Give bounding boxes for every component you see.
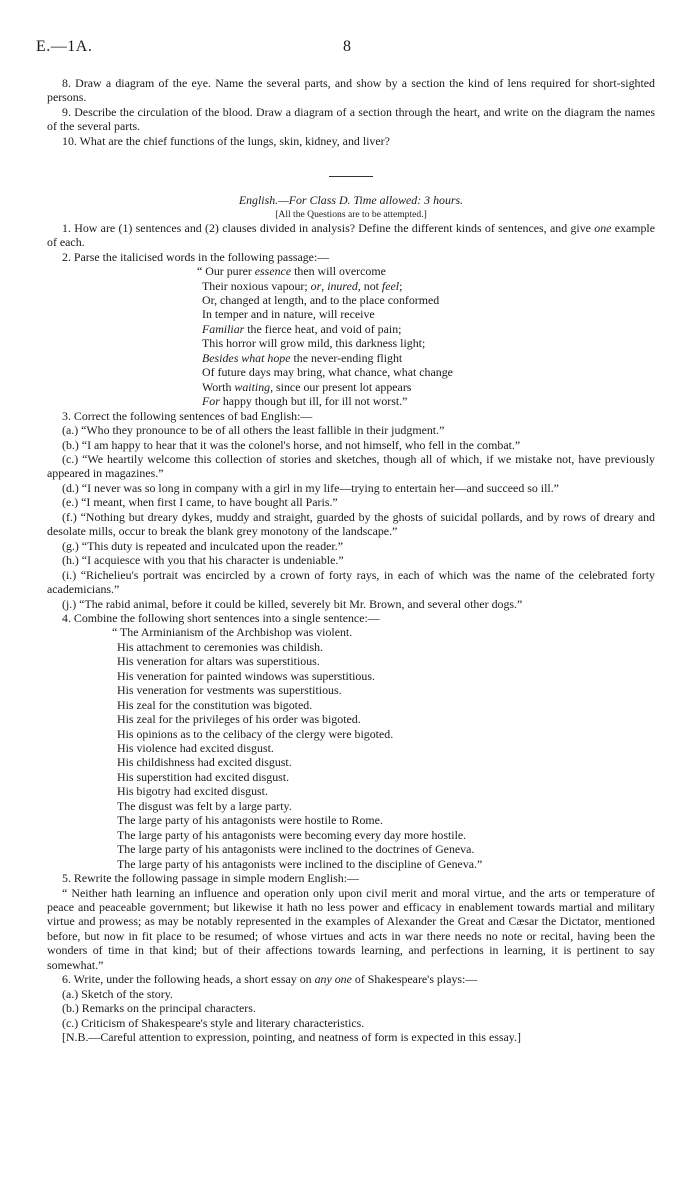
q5-passage: “ Neither hath learning an influence and operation only upon civil merit and moral virtue, and the arts or temperature of peace and peaceable government; but likewise it hath no less power and efficacy in enablement towards martial and military virtue and prowess; as may be notably represented in the examples of Alexander the Great and Cæsar the Dictator, mentioned before, but now in fit place to be resumed; of whose virtues and acts in war there needs no note or recital, having been the wonders of time in that kind; but of their affections towards learning, and perfections in learning, it is pertinent to say somewhat.” xyxy=(47,885,655,972)
sentence-line: His opinions as to the celibacy of the clergy were bigoted. xyxy=(117,726,394,741)
document-body xyxy=(47,76,655,1045)
verse-line: Familiar the fierce heat, and void of pain; xyxy=(202,321,402,336)
sentence-line: The disgust was felt by a large party. xyxy=(117,798,292,813)
sentence-line: His attachment to ceremonies was childish. xyxy=(117,639,324,654)
sentence-line: The large party of his antagonists were inclined to the discipline of Geneva.” xyxy=(117,856,483,871)
q3-item-f: (f.) “Nothing but dreary dykes, muddy and straight, guarded by the ghosts of suicidal pollards, and by rows of dreary and desolate mills, occur to break the blank grey monotony of the landscape.” xyxy=(47,509,655,539)
verse-line: “ Our purer essence then will overcome xyxy=(197,264,386,279)
page-number: 8 xyxy=(343,38,352,55)
question-1-text: 1. How are (1) sentences and (2) clauses divided in analysis? Define the different kinds of sentences, and give xyxy=(62,220,595,235)
q6-item-b: (b.) Remarks on the principal characters. xyxy=(62,1001,256,1016)
sentence-line: His veneration for altars was superstitious. xyxy=(117,654,320,669)
document-code: E.—1A. xyxy=(36,38,93,55)
sentence-line: His bigotry had excited disgust. xyxy=(117,784,268,799)
sentence-line: His childishness had excited disgust. xyxy=(117,755,292,770)
sentence-line: The large party of his antagonists were inclined to the doctrines of Geneva. xyxy=(117,842,475,857)
section-note: [All the Questions are to be attempted.] xyxy=(275,208,427,220)
question-4: 4. Combine the following short sentences into a single sentence:— xyxy=(62,610,380,625)
sentence-line: His zeal for the privileges of his order was bigoted. xyxy=(117,712,361,727)
question-6-emphasis: any one xyxy=(314,972,352,987)
question-6-text-end: of Shakespeare's plays:— xyxy=(351,972,478,987)
sentence-line: “ The Arminianism of the Archbishop was violent. xyxy=(112,625,353,640)
q3-item-j: (j.) “The rabid animal, before it could be killed, severely bit Mr. Brown, and several other dogs.” xyxy=(62,596,523,611)
verse-line: Besides what hope the never-ending flight xyxy=(202,350,403,365)
verse-line: Of future days may bring, what chance, what change xyxy=(202,365,453,380)
sentence-line: The large party of his antagonists were becoming every day more hostile. xyxy=(117,827,467,842)
sentence-line: His veneration for vestments was superstitious. xyxy=(117,683,342,698)
verse-line: Worth waiting, since our present lot appears xyxy=(202,379,412,394)
verse-line: This horror will grow mild, this darkness light; xyxy=(202,336,426,351)
question-8: 8. Draw a diagram of the eye. Name the several parts, and show by a section the kind of lens required for short-sighted persons. xyxy=(47,76,655,105)
q3-item-e: (e.) “I meant, when first I came, to have bought all Paris.” xyxy=(62,495,338,510)
question-1 xyxy=(47,221,655,250)
verse-passage xyxy=(47,264,655,409)
section-divider xyxy=(329,176,373,177)
q3-item-d: (d.) “I never was so long in company with a girl in my life—trying to entertain her—and succeed so ill.” xyxy=(62,480,559,495)
sentence-line: The large party of his antagonists were hostile to Rome. xyxy=(117,813,383,828)
verse-line: For happy though but ill, for ill not worst.” xyxy=(202,394,408,409)
q6-item-a: (a.) Sketch of the story. xyxy=(62,986,173,1001)
sentence-line: His veneration for painted windows was superstitious. xyxy=(117,668,375,683)
sentence-list xyxy=(47,625,655,871)
nb-note: [N.B.—Careful attention to expression, pointing, and neatness of form is expected in this essay.] xyxy=(62,1030,521,1045)
q3-item-h: (h.) “I acquiesce with you that his character is undeniable.” xyxy=(62,553,344,568)
question-10: 10. What are the chief functions of the lungs, skin, kidney, and liver? xyxy=(62,133,390,148)
question-3: 3. Correct the following sentences of bad English:— xyxy=(62,408,313,423)
question-2: 2. Parse the italicised words in the following passage:— xyxy=(62,249,330,264)
question-6 xyxy=(47,972,655,986)
question-5: 5. Rewrite the following passage in simple modern English:— xyxy=(62,871,359,886)
question-1-text-end: example of each. xyxy=(47,220,656,250)
question-6-text: 6. Write, under the following heads, a short essay on xyxy=(62,972,315,987)
q3-item-b: (b.) “I am happy to hear that it was the colonel's horse, and not himself, who fell in the combat.” xyxy=(62,437,521,452)
q3-item-c: (c.) “We heartily welcome this collection of stories and sketches, though all of which, if we mistake not, have previously appeared in magazines.” xyxy=(47,451,655,481)
q3-item-a: (a.) “Who they pronounce to be of all others the least fallible in their judgment.” xyxy=(62,423,445,438)
sentence-line: His zeal for the constitution was bigoted. xyxy=(117,697,313,712)
sentence-line: His violence had excited disgust. xyxy=(117,741,274,756)
verse-line: Or, changed at length, and to the place conformed xyxy=(202,292,440,307)
question-9: 9. Describe the circulation of the blood. Draw a diagram of a section through the heart, and write on the diagram the names of the several parts. xyxy=(47,104,655,134)
verse-line: In temper and in nature, will receive xyxy=(202,307,375,322)
q6-item-c: (c.) Criticism of Shakespeare's style and literary characteristics. xyxy=(62,1015,365,1030)
q3-item-g: (g.) “This duty is repeated and inculcated upon the reader.” xyxy=(62,538,343,553)
section-title: English.—For Class D. Time allowed: 3 hours. xyxy=(238,193,464,208)
verse-line: Their noxious vapour; or, inured, not feel; xyxy=(202,278,403,293)
sentence-line: His superstition had excited disgust. xyxy=(117,769,290,784)
q3-item-i: (i.) “Richelieu's portrait was encircled by a crown of forty rays, in each of which was the name of the celebrated forty academicians.” xyxy=(47,567,655,597)
question-1-emphasis: one xyxy=(594,220,612,235)
